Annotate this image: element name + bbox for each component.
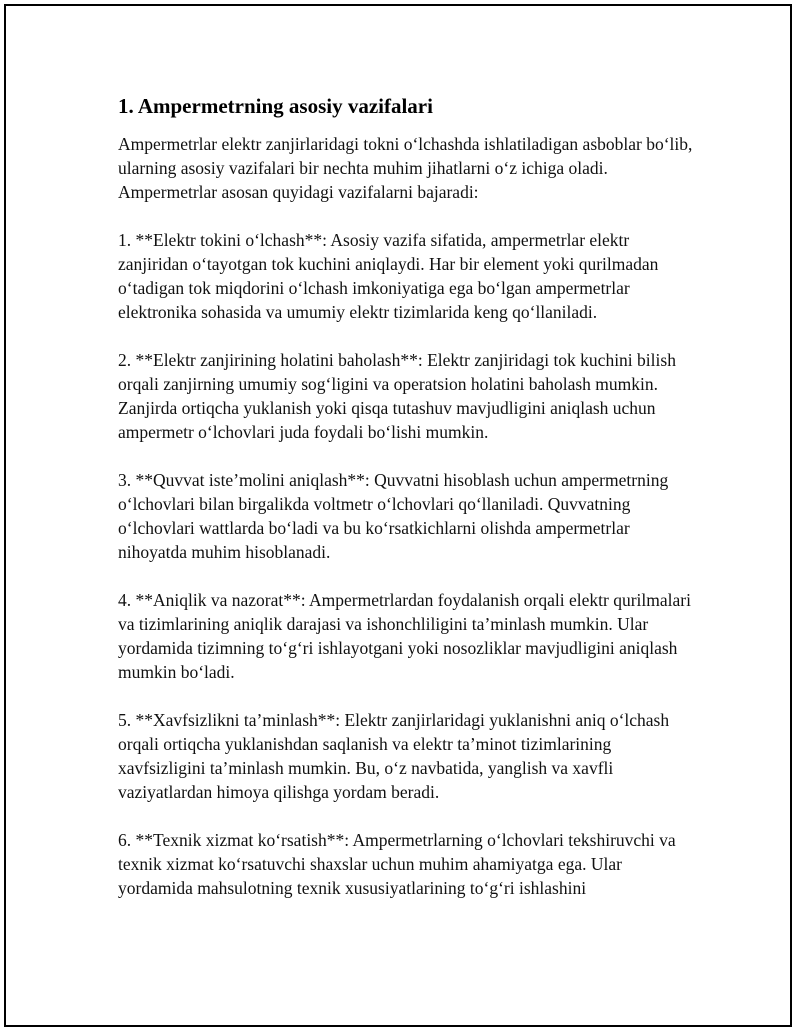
paragraph-safety: 5. **Xavfsizlikni taʼminlash**: Elektr zanjirlaridagi yuklanishni aniq oʻlchash orqali ortiqcha yuklanishdan saqlanish va elektr taʼminot tizimlarining xavfsizligini taʼminlash mumkin. Bu, oʻz navbatida, yanglish va xavfli vaziyatlardan himoya qilishga yordam beradi.: [118, 710, 670, 802]
section-heading: 1. Ampermetrning asosiy vazifalari: [118, 94, 433, 118]
paragraph-circuit-state: 2. **Elektr zanjirining holatini baholash**: Elektr zanjiridagi tok kuchini bilish orqali zanjirning umumiy sogʻligini va operatsion holatini baholash mumkin. Zanjirda ortiqcha yuklanish yoki qisqa tutashuv mavjudligini aniqlash uchun ampermetr oʻlchovlari juda foydali boʻlishi mumkin.: [118, 350, 676, 442]
paragraph-power-consumption: 3. **Quvvat isteʼmolini aniqlash**: Quvvatni hisoblash uchun ampermetrning oʻlchovlari bilan birgalikda voltmetr oʻlchovlari qoʻllaniladi. Quvvatning oʻlchovlari wattlarda boʻladi va bu koʻrsatkichlarni olishda ampermetrlar nihoyatda muhim hisoblanadi.: [118, 470, 669, 562]
document-body: [118, 92, 698, 924]
paragraph-current-measurement: 1. **Elektr tokini oʻlchash**: Asosiy vazifa sifatida, ampermetrlar elektr zanjiridan oʻtayotgan tok kuchini aniqlaydi. Har bir element yoki qurilmadan oʻtadigan tok miqdorini oʻlchash imkoniyatiga ega boʻlgan ampermetrlar elektronika sohasida va umumiy elektr tizimlarida keng qoʻllaniladi.: [118, 230, 659, 322]
paragraph-accuracy-control: 4. **Aniqlik va nazorat**: Ampermetrlardan foydalanish orqali elektr qurilmalari va tizimlarining aniqlik darajasi va ishonchliligini taʼminlash mumkin. Ular yordamida tizimning toʻgʻri ishlayotgani yoki nosozliklar mavjudligini aniqlash mumkin boʻladi.: [118, 590, 691, 682]
intro-paragraph: Ampermetrlar elektr zanjirlaridagi tokni oʻlchashda ishlatiladigan asboblar boʻlib, ularning asosiy vazifalari bir nechta muhim jihatlarni oʻz ichiga oladi. Ampermetrlar asosan quyidagi vazifalarni bajaradi:: [118, 134, 693, 202]
paragraph-maintenance: 6. **Texnik xizmat koʻrsatish**: Ampermetrlarning oʻlchovlari tekshiruvchi va texnik xizmat koʻrsatuvchi shaxslar uchun muhim ahamiyatga ega. Ular yordamida mahsulotning texnik xususiyatlarining toʻgʻri ishlashini: [118, 830, 676, 898]
